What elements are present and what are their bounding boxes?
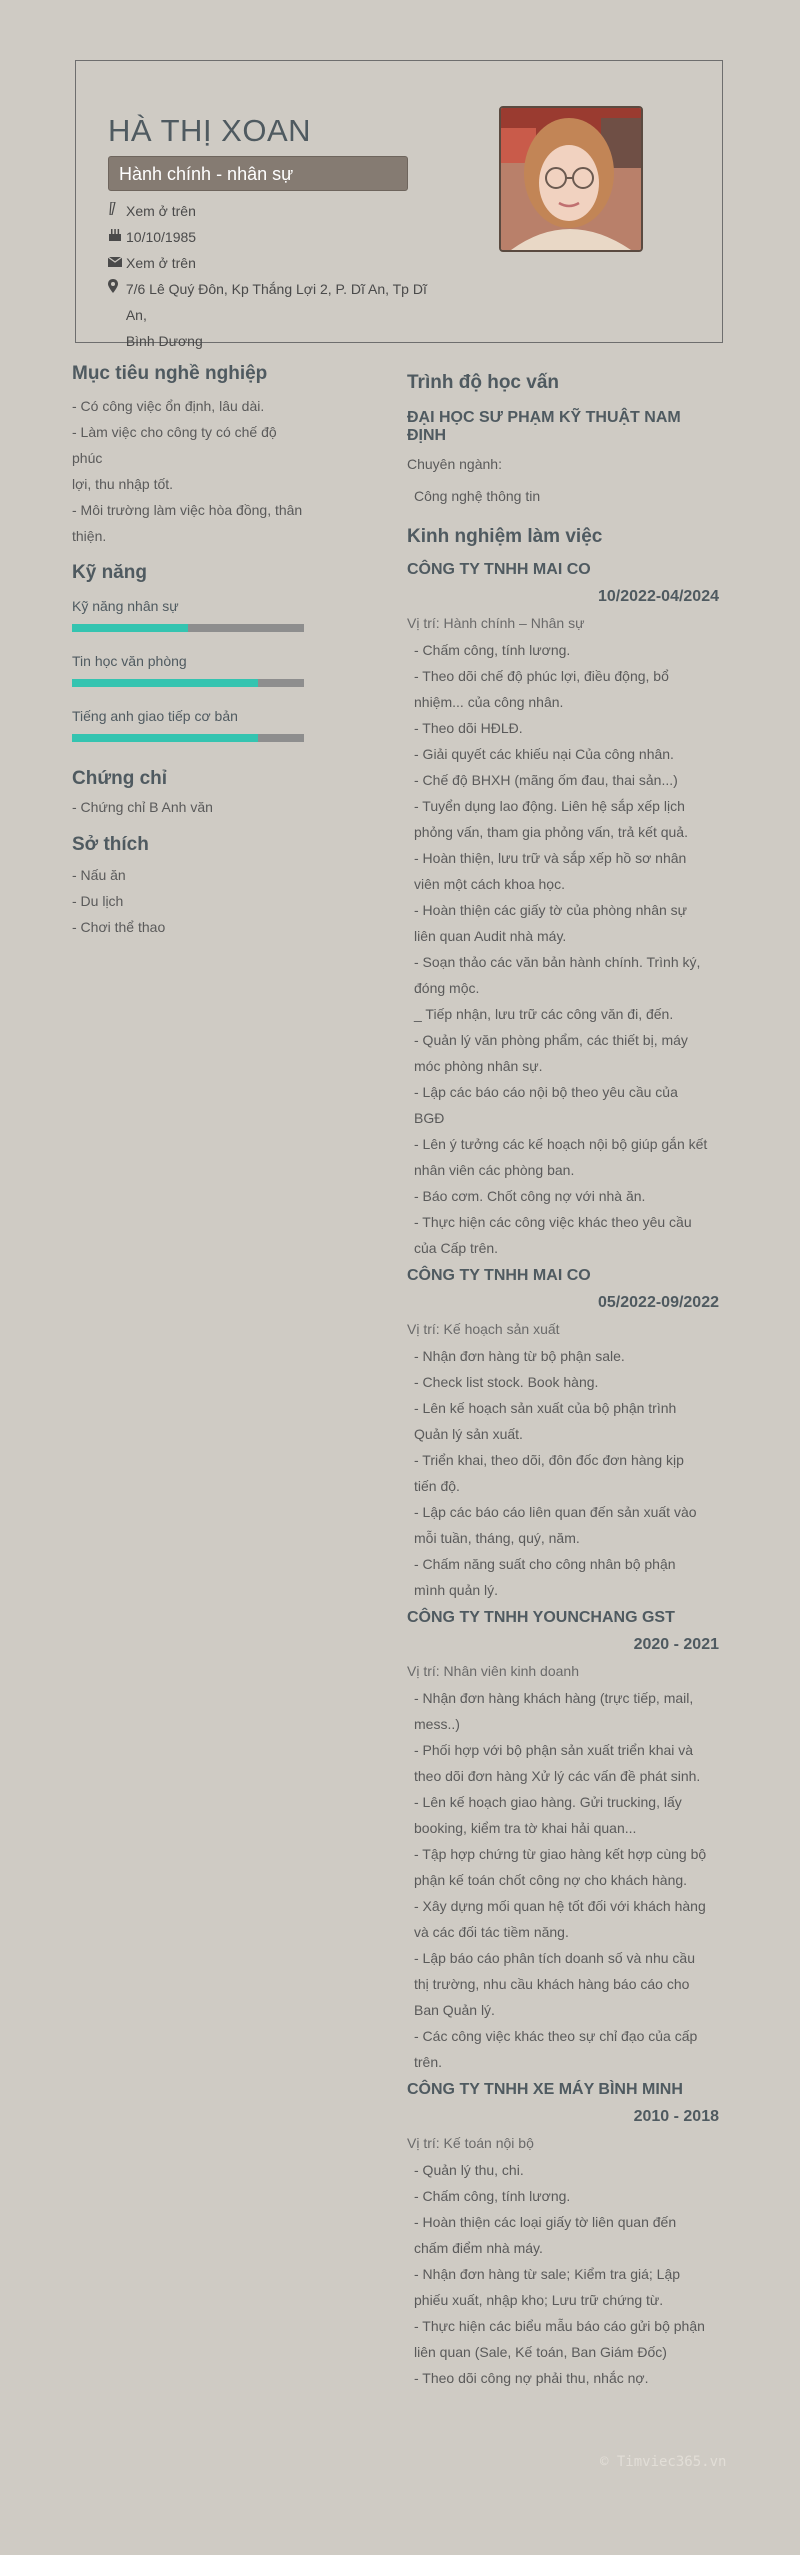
job-entry: [407, 561, 719, 1261]
duty-line: liên quan Audit nhà máy.: [414, 928, 567, 944]
duty-line: của Cấp trên.: [414, 1240, 499, 1256]
job-period: 2010 - 2018: [633, 2108, 719, 2125]
address-value: 7/6 Lê Quý Đôn, Kp Thắng Lợi 2, P. Dĩ An, Tp Dĩ An,: [125, 281, 427, 323]
skill-bar-fill: [72, 624, 188, 632]
duty-line: đóng mộc.: [414, 980, 480, 996]
duty-line: mỗi tuần, tháng, quý, năm.: [414, 1530, 580, 1546]
person-icon: [108, 198, 126, 224]
hobby-list: [72, 862, 304, 940]
major-label: Chuyên ngành:: [407, 456, 502, 472]
objective-line: - Môi trường làm việc hòa đồng, thân: [72, 502, 303, 518]
right-column: [407, 360, 719, 2391]
duty-line: tiến độ.: [414, 1478, 460, 1494]
duty-line: - Các công việc khác theo sự chỉ đạo của cấp: [414, 2028, 698, 2044]
header-box: [75, 60, 723, 349]
duty-line: viên một cách khoa học.: [414, 876, 565, 892]
address-line: [108, 276, 448, 354]
skill-item: [72, 598, 304, 632]
objective-text: [72, 393, 304, 549]
job-duties: [407, 2157, 719, 2391]
skill-item: [72, 708, 304, 742]
duty-line: - Soạn thảo các văn bản hành chính. Trình ký,: [414, 954, 701, 970]
job-period: 10/2022-04/2024: [598, 588, 719, 605]
duty-line: - Theo dõi HĐLĐ.: [414, 720, 523, 736]
company-name: CÔNG TY TNHH MAI CO: [407, 561, 591, 578]
duty-line: - Hoàn thiện các loại giấy tờ liên quan đến: [414, 2214, 677, 2230]
envelope-icon: [108, 250, 126, 276]
hobby-heading: Sở thích: [72, 834, 149, 855]
company-name: CÔNG TY TNHH YOUNCHANG GST: [407, 1609, 675, 1626]
left-column: [72, 360, 304, 940]
duty-line: phỏng vấn, tham gia phỏng vấn, trả kết quả.: [414, 824, 688, 840]
hobby-item: - Du lịch: [72, 893, 124, 909]
skill-bar: [72, 679, 304, 687]
duty-line: - Giải quyết các khiếu nại Của công nhân.: [414, 746, 674, 762]
skill-bar: [72, 734, 304, 742]
duty-line: booking, kiểm tra tờ khai hải quan...: [414, 1820, 637, 1836]
skill-label: Tin học văn phòng: [72, 653, 187, 669]
cake-icon: [108, 224, 126, 250]
skill-bar-fill: [72, 679, 258, 687]
duty-line: - Lập các báo cáo nội bộ theo yêu cầu của: [414, 1084, 678, 1100]
hobby-item: - Chơi thể thao: [72, 919, 166, 935]
duty-line: - Phối hợp với bộ phận sản xuất triển khai và: [414, 1742, 694, 1758]
company-name: CÔNG TY TNHH XE MÁY BÌNH MINH: [407, 2081, 683, 2098]
duty-line: - Check list stock. Book hàng.: [414, 1374, 599, 1390]
job-role: Vị trí: Nhân viên kinh doanh: [407, 1663, 579, 1679]
duty-line: Quản lý sản xuất.: [414, 1426, 523, 1442]
objective-line: - Làm việc cho công ty có chế độ phúc: [72, 424, 277, 466]
job-duties: [407, 637, 719, 1261]
skills-heading: Kỹ năng: [72, 562, 147, 583]
duty-line: - Lên ý tưởng các kế hoạch nội bộ giúp gắn kết: [414, 1136, 708, 1152]
duty-line: - Thực hiện các biểu mẫu báo cáo gửi bộ phận: [414, 2318, 705, 2334]
map-marker-icon: [108, 276, 126, 302]
education-heading: Trình độ học vấn: [407, 372, 560, 393]
objective-line: - Có công việc ổn định, lâu dài.: [72, 398, 265, 414]
candidate-name: HÀ THỊ XOAN: [108, 113, 312, 148]
duty-line: - Tập hợp chứng từ giao hàng kết hợp cùng bộ: [414, 1846, 707, 1862]
skill-bar-fill: [72, 734, 258, 742]
duty-line: phiếu xuất, nhập kho; Lưu trữ chứng từ.: [414, 2292, 664, 2308]
duty-line: móc phòng nhân sự.: [414, 1058, 543, 1074]
address-value-2: Bình Dương: [125, 333, 203, 349]
job-role: Vị trí: Kế toán nội bộ: [407, 2135, 534, 2151]
job-period: 2020 - 2021: [633, 1636, 719, 1653]
job-duties: [407, 1685, 719, 2075]
objective-line: thiện.: [72, 528, 107, 544]
duty-line: - Báo cơm. Chốt công nợ với nhà ăn.: [414, 1188, 646, 1204]
school-name: ĐẠI HỌC SƯ PHẠM KỸ THUẬT NAM ĐỊNH: [407, 409, 681, 444]
duty-line: thị trường, nhu cầu khách hàng báo cáo cho: [414, 1976, 690, 1992]
job-entry: [407, 2081, 719, 2391]
job-list: [407, 561, 719, 2391]
position-title: Hành chính - nhân sự: [108, 156, 408, 191]
skill-item: [72, 653, 304, 687]
duty-line: - Quản lý văn phòng phẩm, các thiết bị, máy: [414, 1032, 688, 1048]
objective-heading: Mục tiêu nghề nghiệp: [72, 363, 268, 384]
job-entry: [407, 1267, 719, 1603]
duty-line: - Chấm công, tính lương.: [414, 2188, 571, 2204]
avatar: [499, 106, 643, 252]
job-role: Vị trí: Kế hoạch sản xuất: [407, 1321, 560, 1337]
experience-heading: Kinh nghiệm làm việc: [407, 526, 603, 547]
duty-line: nhiệm... của công nhân.: [414, 694, 564, 710]
major-value: Công nghệ thông tin: [414, 488, 541, 504]
watermark: © Timviec365.vn: [600, 2454, 727, 2470]
skill-label: Kỹ năng nhân sự: [72, 598, 179, 614]
duty-line: BGĐ: [414, 1110, 445, 1126]
duty-line: mess..): [414, 1716, 460, 1732]
duty-line: - Lập các báo cáo liên quan đến sản xuất vào: [414, 1504, 697, 1520]
skill-bar: [72, 624, 304, 632]
email-line: [108, 250, 448, 276]
email-value: Xem ở trên: [126, 255, 196, 271]
birthday-value: 10/10/1985: [126, 229, 197, 245]
duty-line: - Lên kế hoạch giao hàng. Gửi trucking, lấy: [414, 1794, 682, 1810]
birthday-line: [108, 224, 448, 250]
duty-line: _ Tiếp nhận, lưu trữ các công văn đi, đến.: [414, 1006, 674, 1022]
duty-line: - Quản lý thu, chi.: [414, 2162, 524, 2178]
duty-line: liên quan (Sale, Kế toán, Ban Giám Đốc): [414, 2344, 667, 2360]
duty-line: - Chấm công, tính lương.: [414, 642, 571, 658]
duty-line: - Lên kế hoạch sản xuất của bộ phận trình: [414, 1400, 677, 1416]
duty-line: trên.: [414, 2054, 443, 2070]
objective-line: lợi, thu nhập tốt.: [72, 476, 174, 492]
duty-line: theo dõi đơn hàng Xử lý các vấn đề phát sinh.: [414, 1768, 701, 1784]
duty-line: - Hoàn thiện, lưu trữ và sắp xếp hồ sơ nhân: [414, 850, 687, 866]
gender-line: [108, 198, 448, 224]
job-duties: [407, 1343, 719, 1603]
skill-label: Tiếng anh giao tiếp cơ bản: [72, 708, 238, 724]
duty-line: - Thực hiện các công việc khác theo yêu cầu: [414, 1214, 692, 1230]
duty-line: - Theo dõi chế độ phúc lợi, điều động, bổ: [414, 668, 669, 684]
company-name: CÔNG TY TNHH MAI CO: [407, 1267, 591, 1284]
duty-line: - Theo dõi công nợ phải thu, nhắc nợ.: [414, 2370, 649, 2386]
duty-line: Ban Quản lý.: [414, 2002, 495, 2018]
duty-line: - Nhận đơn hàng từ bộ phận sale.: [414, 1348, 625, 1364]
cert-heading: Chứng chỉ: [72, 768, 168, 789]
job-period: 05/2022-09/2022: [598, 1294, 719, 1311]
duty-line: chấm điểm nhà máy.: [414, 2240, 543, 2256]
duty-line: mình quản lý.: [414, 1582, 499, 1598]
duty-line: - Chấm năng suất cho công nhân bộ phận: [414, 1556, 676, 1572]
duty-line: - Xây dựng mối quan hệ tốt đối với khách hàng: [414, 1898, 706, 1914]
duty-line: - Hoàn thiện các giấy tờ của phòng nhân sự: [414, 902, 688, 918]
duty-line: và các đối tác tiềm năng.: [414, 1924, 569, 1940]
duty-line: - Chế độ BHXH (mãng ốm đau, thai sản...): [414, 772, 678, 788]
duty-line: phận kế toán chốt công nợ cho khách hàng.: [414, 1872, 688, 1888]
duty-line: - Triển khai, theo dõi, đôn đốc đơn hàng kịp: [414, 1452, 684, 1468]
duty-line: nhân viên các phòng ban.: [414, 1162, 575, 1178]
gender-value: Xem ở trên: [126, 203, 196, 219]
job-role: Vị trí: Hành chính – Nhân sự: [407, 615, 585, 631]
job-entry: [407, 1609, 719, 2075]
hobby-item: - Nấu ăn: [72, 867, 126, 883]
duty-line: - Nhận đơn hàng khách hàng (trực tiếp, mail,: [414, 1690, 694, 1706]
duty-line: - Tuyển dụng lao động. Liên hệ sắp xếp lịch: [414, 798, 685, 814]
duty-line: - Nhận đơn hàng từ sale; Kiểm tra giá; Lập: [414, 2266, 681, 2282]
duty-line: - Lập báo cáo phân tích doanh số và nhu cầu: [414, 1950, 695, 1966]
cert-item: - Chứng chỉ B Anh văn: [72, 799, 213, 815]
